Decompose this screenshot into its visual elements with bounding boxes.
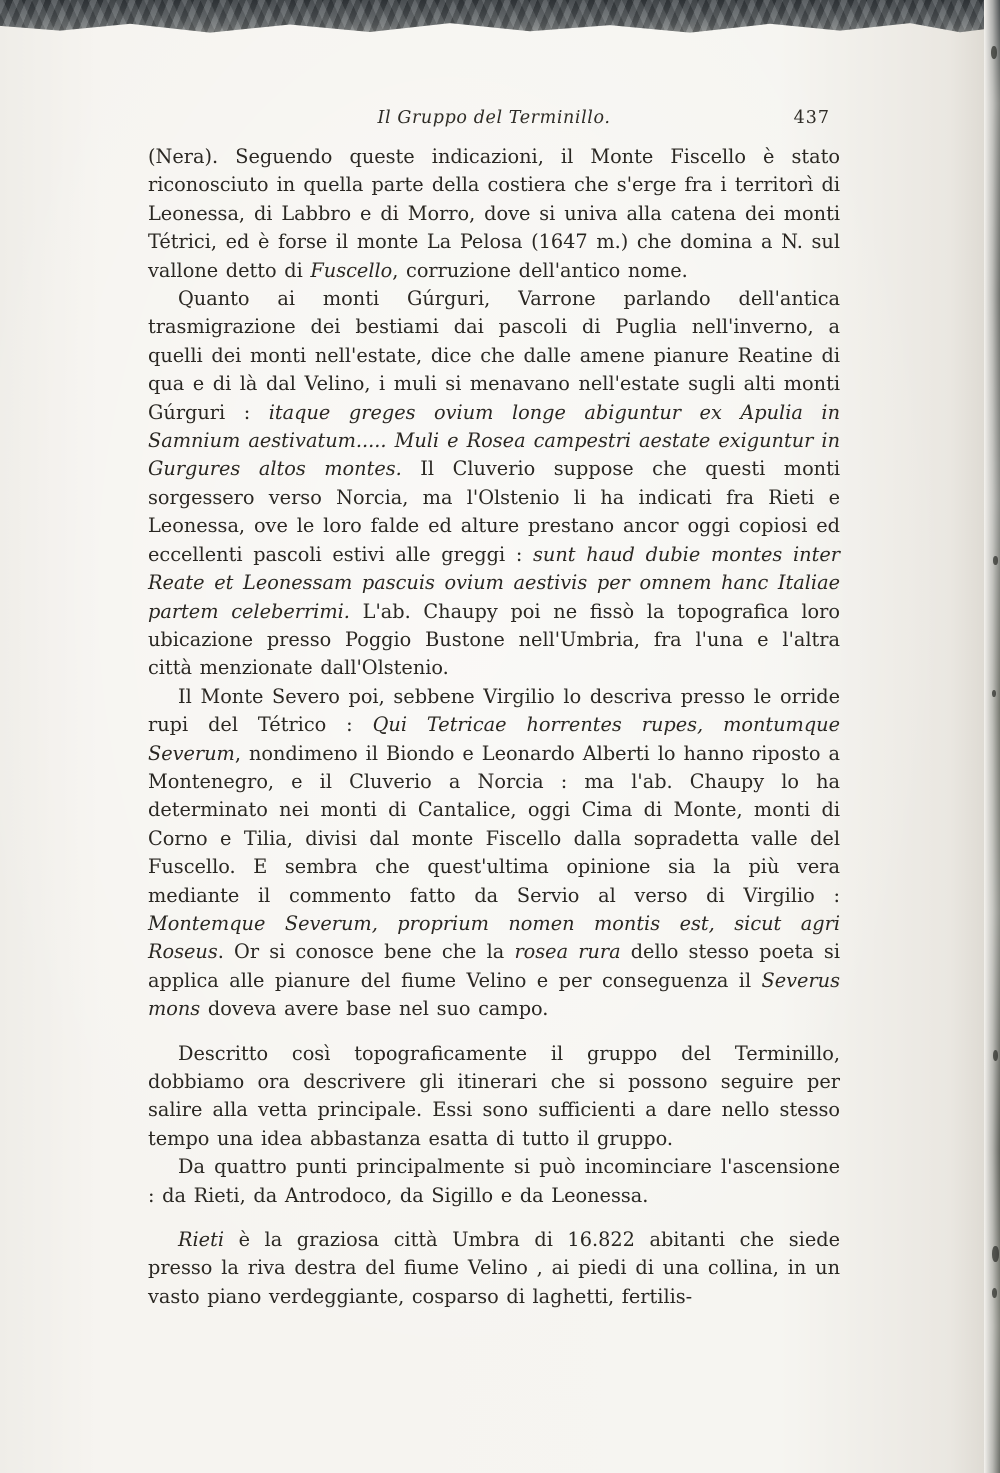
scan-speck [992,1288,997,1298]
italic-text-run: Fuscello [310,258,393,282]
paragraph [148,285,840,683]
text-run: Descritto così topograficamente il gruppo del Terminillo, dobbiamo ora descrivere gli itinerari che si possono seguire per salire alla vetta principale. Essi sono sufficienti a dare nello stesso tempo una idea abbastanza esatta di tutto il gruppo. [148,1041,840,1150]
scan-speck [992,1246,999,1262]
text-run: . Or si conosce bene che la [217,940,515,964]
text-run: Quanto ai monti Gúrguri, Varrone parlando dell'antica trasmigrazione dei bestiami dai pascoli di Puglia nell'inverno, a quelli dei monti nell'estate, dice che dalle amene pianure Reatine di qua e di là dal Velino, i muli si menavano nell'estate sugli alti monti Gúrguri : [148,287,840,424]
text-run: , corruzione dell'antico nome. [392,258,688,282]
text-run: è la graziosa città Umbra di 16.822 abitanti che siede presso la riva destra del fiume Velino , ai piedi di una collina, in un vasto piano verdeggiante, cosparso di laghetti, fertilis- [148,1228,840,1308]
text-run: L'ab. Chaupy poi ne fissò la topografica loro ubicazione presso Poggio Bustone nell'Umbria, fra l'una e l'altra città menzionate dall'Olstenio. [148,599,840,680]
italic-text-run: rosea rura [514,940,621,964]
italic-text-run: sunt haud dubie montes inter Reate et Leonessam pascuis ovium aestivis per omnem hanc Italiae partem celeberrimi. [148,542,840,623]
text-run: , nondimeno il Biondo e Leonardo Alberti lo hanno riposto a Montenegro, e il Cluverio a Norcia : ma l'ab. Chaupy lo ha determinato nei monti di Cantalice, oggi Cima di Monte, monti di Corno e Tilia, divisi dal monte Fiscello dalla sopradetta valle del Fuscello. E sembra che quest'ultima opinione sia la più vera mediante il commento fatto da Servio al verso di Virgilio : [148,741,840,907]
body-text [148,143,840,1311]
paragraph [148,683,840,1024]
text-run: Da quattro punti principalmente si può incominciare l'ascensione : da Rieti, da Antrodoco, da Sigillo e da Leonessa. [148,1155,840,1207]
paragraph [148,1040,840,1154]
scan-speck [993,1050,998,1061]
page-number: 437 [793,108,830,128]
text-run: doveva avere base nel suo campo. [200,997,549,1021]
scan-speck [992,690,996,697]
text-run: Il Cluverio suppose che questi monti sorgessero verso Norcia, ma l'Olstenio li ha indicati fra Rieti e Leonessa, ove le loro falde ed alture prestano ancor oggi copiosi ed eccellenti pascoli estivi alle greggi : [148,457,841,566]
italic-text-run: Rieti [178,1228,225,1252]
paragraph [148,1153,840,1210]
text-run: dello stesso poeta si applica alle pianure del fiume Velino e per conseguenza il [148,940,840,992]
italic-text-run: Montemque Severum, proprium nomen montis est, sicut agri Roseus [148,911,840,964]
scan-speck [991,46,997,59]
italic-text-run: itaque greges ovium longe abiguntur ex Apulia in Samnium aestivatum..... Muli e Rosea campestri aestate exiguntur in Gurgures altos montes. [148,400,840,481]
italic-text-run: Severus mons [148,968,840,1021]
scan-artifact-top-edge [0,0,1000,34]
running-title: Il Gruppo del Terminillo. [377,108,611,128]
text-run: Il Monte Severo poi, sebbene Virgilio lo descriva presso le orride rupi del Tétrico : [148,684,840,737]
scan-speck [993,556,998,565]
italic-text-run: Qui Tetricae horrentes rupes, montumque Severum [148,713,840,765]
page-header [148,108,840,134]
paragraph [148,1226,840,1311]
paragraph [148,143,840,285]
text-run: (Nera). Seguendo queste indicazioni, il Monte Fiscello è stato riconosciuto in quella parte della costiera che s'erge fra i territorì di Leonessa, di Labbro e di Morro, dove si univa alla catena dei monti Tétrici, ed è forse il monte La Pelosa (1647 m.) che domina a N. sul vallone detto di [148,145,840,282]
